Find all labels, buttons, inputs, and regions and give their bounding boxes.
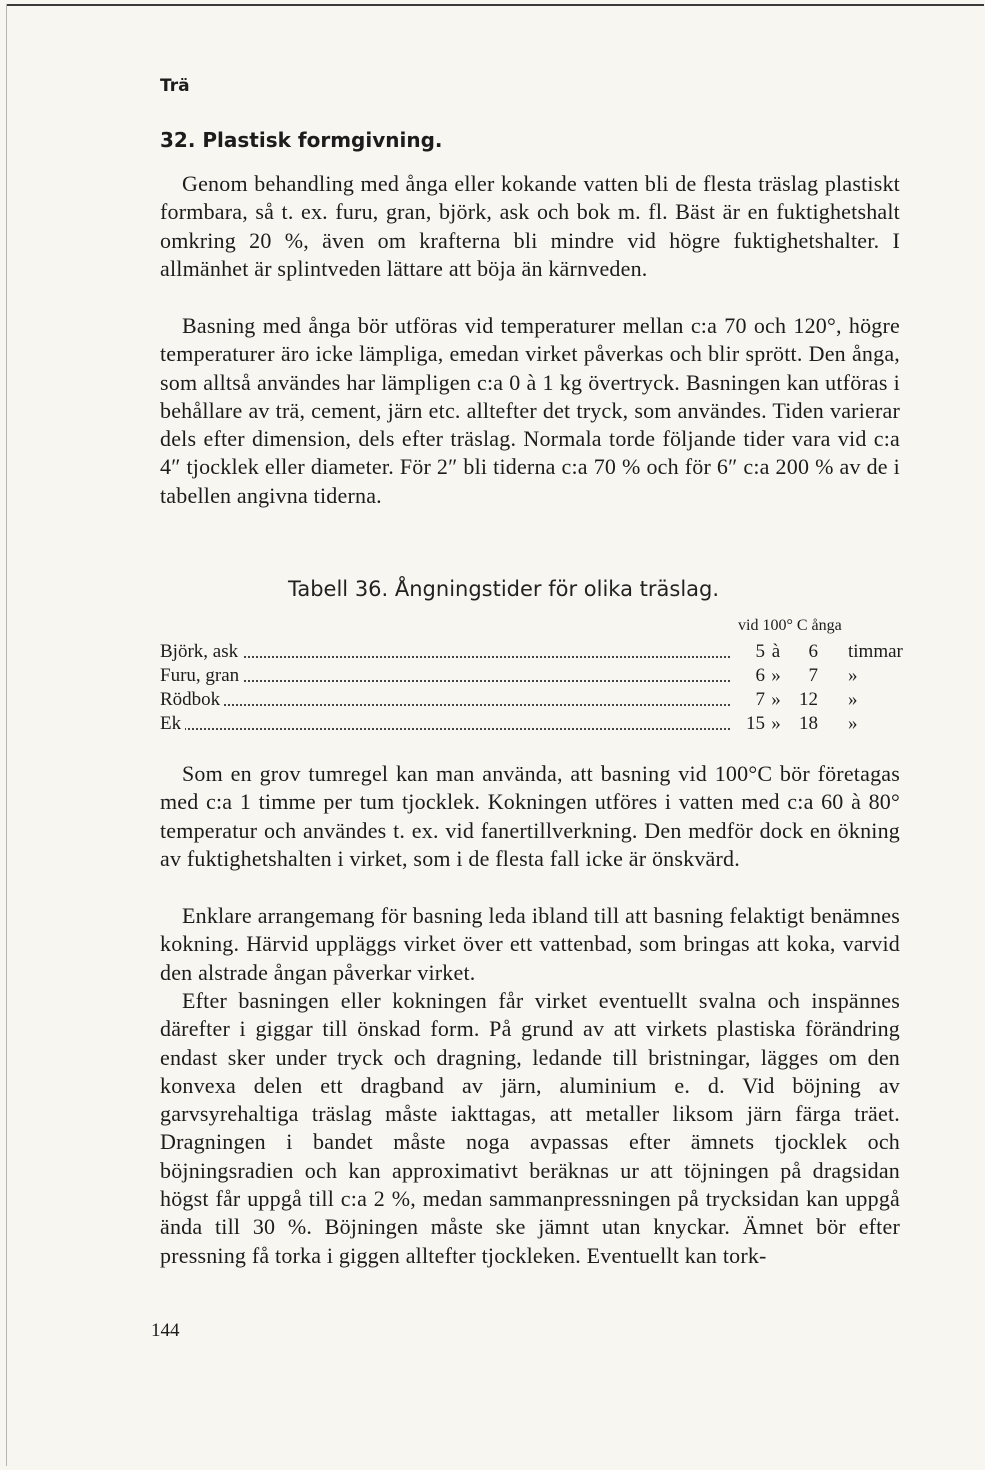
running-head: Trä bbox=[160, 76, 190, 96]
range-separator: à bbox=[771, 641, 781, 662]
range-separator: » bbox=[771, 665, 781, 686]
paragraph bbox=[160, 760, 900, 873]
table-row bbox=[160, 688, 895, 712]
row-label: Björk, ask bbox=[160, 640, 242, 664]
paragraph-text: Enklare arrangemang för basning leda ibland till att basning felaktigt benämnes kokning. Härvid uppläggs virket över ett vattenbad, som bringas att koka, varvid den alstrade ångan påverkar virket. bbox=[160, 903, 900, 985]
time-from: 5 bbox=[755, 641, 765, 662]
time-unit: timmar bbox=[848, 641, 903, 662]
page-left-edge bbox=[6, 4, 7, 1466]
paragraph bbox=[160, 902, 900, 987]
paragraph-text: Basning med ånga bör utföras vid temperaturer mellan c:a 70 och 120°, högre temperaturer äro icke lämpliga, emedan virket påverkas och blir sprött. Den ånga, som alltså användes har lämpligen c:a 0 à 1 kg övertryck. Basningen kan utföras i behållare av trä, cement, järn etc. alltefter det tryck, som användes. Tiden varierar dels efter dimension, dels efter träslag. Normala torde följande tider vara vid c:a 4″ tjocklek eller diameter. För 2″ bli tiderna c:a 70 % och för 6″ c:a 200 % av de i tabellen angivna tiderna. bbox=[160, 313, 900, 508]
page-number: 144 bbox=[151, 1320, 180, 1341]
time-unit: » bbox=[848, 665, 858, 686]
paragraph-text: Som en grov tumregel kan man använda, att basning vid 100°C bör företagas med c:a 1 timme per tum tjocklek. Kokningen utföres i vatten med c:a 60 à 80° temperatur och användes t. ex. vid fanertillverkning. Den medför dock en ökning av fuktighetshalten i virket, som i de flesta fall icke är önskvärd. bbox=[160, 761, 900, 871]
time-to: 6 bbox=[808, 641, 818, 662]
table-row bbox=[160, 712, 895, 736]
paragraph-text: Genom behandling med ånga eller kokande vatten bli de flesta träslag plastiskt formbara, så t. ex. furu, gran, björk, ask och bok m. fl. Bäst är en fuktighetshalt omkring 20 %, även om krafterna bli mindre vid högre fuktighetshalter. I allmänhet är splintveden lättare att böja än kärnveden. bbox=[160, 171, 900, 281]
paragraph-text: Efter basningen eller kokningen får virket eventuellt svalna och inspännes därefter i giggar till önskad form. På grund av att virkets plastiska förändring endast sker under tryck och dragning, ledande till bristningar, lägges om den konvexa delen ett dragband av järn, aluminium e. d. Vid böjning av garvsyrehaltiga träslag måste iakttagas, att metaller liksom järn färga träet. Dragningen i bandet måste noga avpassas efter ämnets tjocklek och böjningsradien och kan approximativt beräknas ur att töjningen på dragsidan högst får uppgå till c:a 2 %, medan sammanpressningen på trycksidan kan uppgå ända till 30 %. Böjningen måste ske jämnt utan knyckar. Ämnet bör efter pressning få torka i giggen alltefter tjockleken. Eventuellt kan tork- bbox=[160, 988, 900, 1268]
time-from: 7 bbox=[755, 689, 765, 710]
section-title: 32. Plastisk formgivning. bbox=[160, 128, 443, 152]
time-from: 15 bbox=[746, 713, 765, 734]
page-top-rule bbox=[6, 4, 984, 6]
time-unit: » bbox=[848, 689, 858, 710]
paragraph bbox=[160, 312, 900, 510]
row-label: Rödbok bbox=[160, 688, 224, 712]
range-separator: » bbox=[771, 713, 781, 734]
paragraph bbox=[160, 170, 900, 283]
table-row bbox=[160, 664, 895, 688]
table-row bbox=[160, 640, 903, 664]
table-caption: Tabell 36. Ångningstider för olika träslag. bbox=[288, 577, 720, 601]
dot-leader bbox=[164, 704, 730, 706]
time-from: 6 bbox=[755, 665, 765, 686]
time-to: 12 bbox=[799, 689, 818, 710]
row-label: Furu, gran bbox=[160, 664, 243, 688]
time-unit: » bbox=[848, 713, 858, 734]
table-column-header: vid 100° C ånga bbox=[738, 617, 842, 634]
dot-leader bbox=[164, 656, 730, 658]
range-separator: » bbox=[771, 689, 781, 710]
time-to: 7 bbox=[808, 665, 818, 686]
time-to: 18 bbox=[799, 713, 818, 734]
dot-leader bbox=[164, 680, 730, 682]
dot-leader bbox=[164, 728, 730, 730]
row-label: Ek bbox=[160, 712, 185, 736]
paragraph bbox=[160, 987, 900, 1270]
